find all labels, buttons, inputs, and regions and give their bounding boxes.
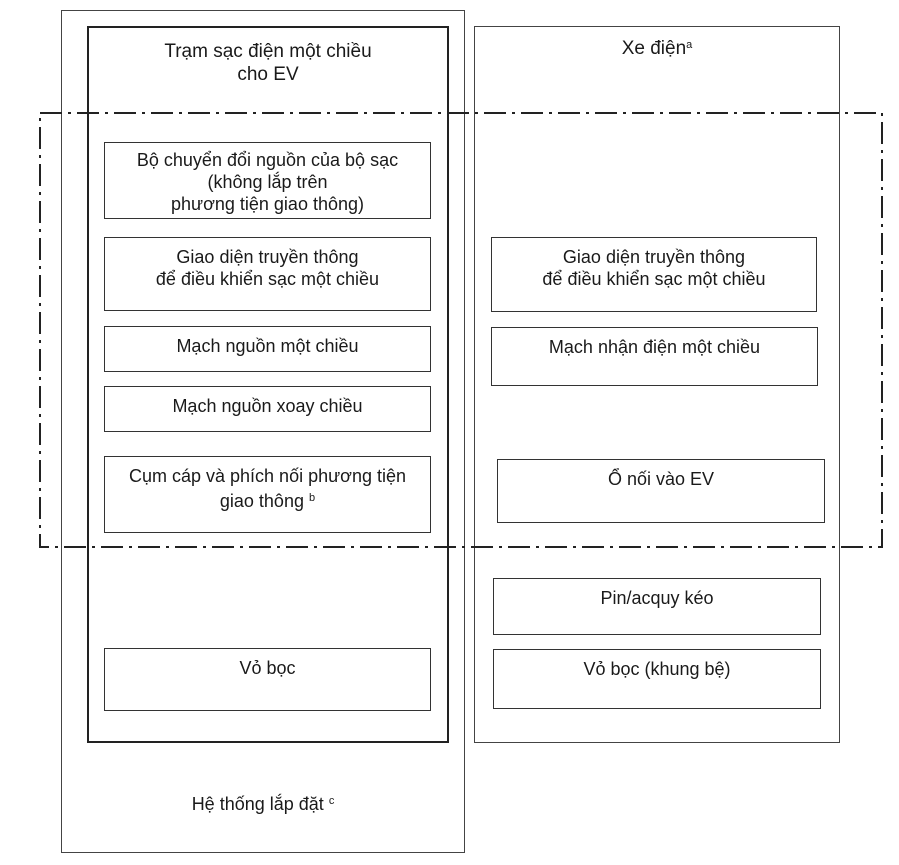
vehicle-title [474, 34, 840, 60]
charging-station-frame [87, 26, 449, 743]
vehicle-comm-interface-box [491, 237, 817, 312]
cable-connector-box [104, 456, 431, 533]
ev-inlet-box [497, 459, 825, 523]
converter-line3: phương tiện giao thông) [171, 194, 364, 214]
installation-label [61, 790, 465, 816]
station-title-line1: Trạm sạc điện một chiều [164, 41, 372, 62]
station-title-line2: cho EV [237, 64, 299, 85]
station-comm-line2: để điều khiển sạc một chiều [155, 269, 380, 289]
converter-line2: (không lắp trên [207, 172, 328, 192]
installation-note: c [328, 795, 335, 807]
traction-battery-box [493, 578, 821, 635]
dc-power-label: Mạch nguồn một chiều [176, 336, 359, 356]
cable-line2: giao thông [219, 491, 304, 511]
vehicle-enclosure-label: Vỏ bọc (khung bệ) [583, 659, 731, 679]
cable-note: b [308, 492, 316, 504]
station-enclosure-box [104, 648, 431, 711]
ev-inlet-label: Ổ nối vào EV [607, 469, 715, 489]
cable-line1: Cụm cáp và phích nối phương tiện [128, 466, 406, 486]
ac-power-circuit-box [104, 386, 431, 432]
vehicle-title-text: Xe điện [621, 38, 687, 59]
dc-receiver-circuit-box [491, 327, 818, 386]
station-enclosure-label: Vỏ bọc [239, 658, 296, 678]
station-comm-line1: Giao diện truyền thông [176, 247, 359, 267]
traction-battery-label: Pin/acquy kéo [600, 588, 714, 608]
vehicle-comm-line1: Giao diện truyền thông [562, 247, 746, 267]
installation-label-text: Hệ thống lắp đặt [191, 794, 324, 814]
dc-receiver-label: Mạch nhận điện một chiều [548, 337, 761, 357]
charger-power-converter-box [104, 142, 431, 219]
station-comm-interface-box [104, 237, 431, 311]
vehicle-comm-line2: để điều khiển sạc một chiều [542, 269, 766, 289]
dc-power-circuit-box [104, 326, 431, 372]
converter-line1: Bộ chuyển đổi nguồn của bộ sạc [136, 150, 399, 170]
vehicle-title-note: a [686, 39, 693, 51]
ac-power-label: Mạch nguồn xoay chiều [172, 396, 363, 416]
station-title [87, 40, 449, 86]
vehicle-enclosure-box [493, 649, 821, 709]
